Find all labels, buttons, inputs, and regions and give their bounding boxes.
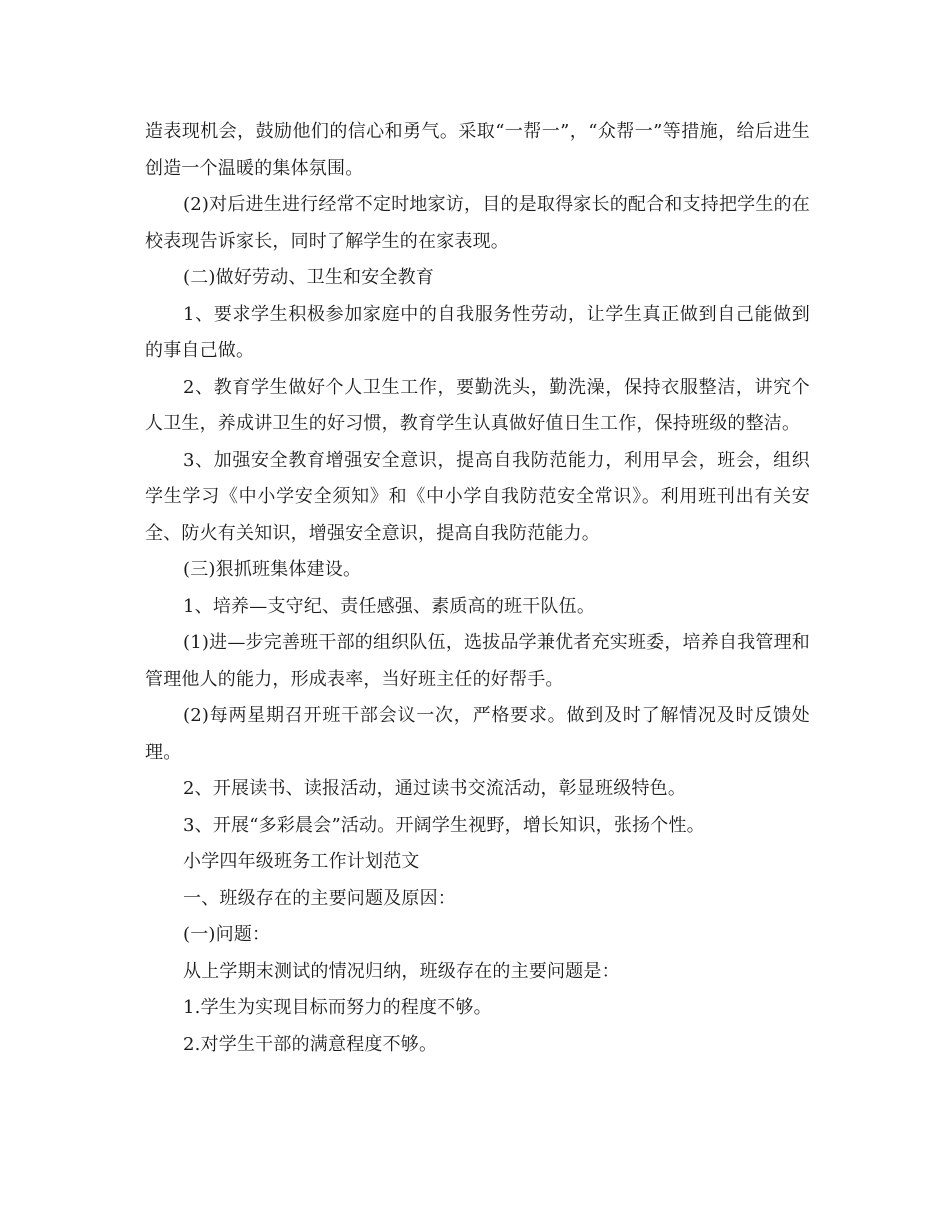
paragraph-10: (2)每两星期召开班干部会议一次，严格要求。做到及时了解情况及时反馈处理。 [145, 705, 810, 763]
section-heading-labor-hygiene-safety: (二)做好劳动、卫生和安全教育 [183, 267, 435, 288]
document-subtitle: 小学四年级班务工作计划范文 [183, 851, 420, 872]
paragraph-4: 1、要求学生积极参加家庭中的自我服务性劳动，让学生真正做到自己能做到的事自己做。 [145, 303, 810, 361]
paragraph-11: 2、开展读书、读报活动，通过读书交流活动，彰显班级特色。 [183, 778, 687, 799]
paragraph-6: 3、加强安全教育增强安全意识，提高自我防范能力，利用早会，班会，组织学生学习《中小学安全须知》和《中小学自我防范安全常识》。利用班刊出有关安全、防火有关知识，增强安全意识，提高自我防范能力。 [145, 449, 810, 544]
document-body [145, 114, 810, 1063]
paragraph-2: (2)对后进生进行经常不定时地家访，目的是取得家长的配合和支持把学生的在校表现告诉家长，同时了解学生的在家表现。 [145, 194, 810, 252]
paragraph-5: 2、教育学生做好个人卫生工作，要勤洗头，勤洗澡，保持衣服整洁，讲究个人卫生，养成讲卫生的好习惯，教育学生认真做好值日生工作，保持班级的整洁。 [145, 376, 810, 434]
paragraph-9: (1)进—步完善班干部的组织队伍，选拔品学兼优者充实班委，培养自我管理和管理他人的能力，形成表率，当好班主任的好帮手。 [145, 632, 810, 690]
paragraph-16: 从上学期末测试的情况归纳，班级存在的主要问题是： [183, 960, 620, 982]
list-item-1: 1.学生为实现目标而努力的程度不够。 [183, 997, 492, 1018]
paragraph-1: 造表现机会，鼓励他们的信心和勇气。采取“一帮一”，“众帮一”等措施，给后进生创造一个温暖的集体氛围。 [145, 121, 810, 179]
list-item-2: 2.对学生干部的满意程度不够。 [183, 1033, 438, 1055]
subsection-heading-issues: (一)问题： [183, 924, 271, 945]
section-heading-class-building: (三)狠抓班集体建设。 [183, 559, 362, 580]
paragraph-8: 1、培养—支守纪、责任感强、素质高的班干队伍。 [183, 595, 596, 617]
section-heading-problems: 一、班级存在的主要问题及原因： [183, 887, 456, 909]
paragraph-12: 3、开展“多彩晨会”活动。开阔学生视野，增长知识，张扬个性。 [183, 814, 705, 836]
